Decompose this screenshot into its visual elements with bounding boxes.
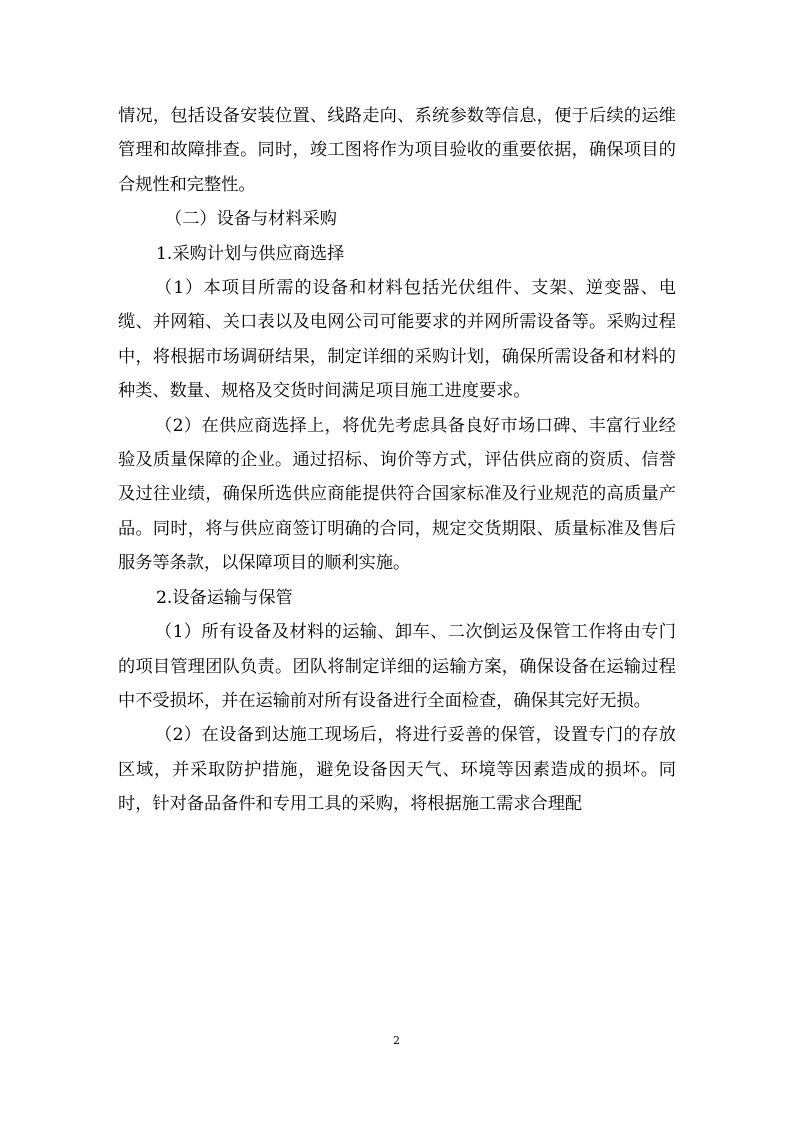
paragraph-continuation: 情况，包括设备安装位置、线路走向、系统参数等信息，便于后续的运维管理和故障排查。同时，竣工图将作为项目验收的重要依据，确保项目的合规性和完整性。	[118, 106, 676, 195]
paragraph: （2）在设备到达施工现场后，将进行妥善的保管，设置专门的存放区域，并采取防护措施，避免设备因天气、环境等因素造成的损坏。同时，针对备品备件和专用工具的采购，将根据施工需求合理配	[118, 725, 676, 815]
subsection-heading: 1.采购计划与供应商选择	[156, 243, 345, 264]
paragraph: （1）本项目所需的设备和材料包括光伏组件、支架、逆变器、电缆、并网箱、关口表以及电网公司可能要求的并网所需设备等。采购过程中，将根据市场调研结果，制定详细的采购计划，确保所需设备和材料的种类、数量、规格及交货时间满足项目施工进度要求。	[118, 278, 676, 402]
subsection-heading: 2.设备运输与保管	[156, 587, 293, 608]
section-heading: （二）设备与材料采购	[165, 209, 337, 230]
paragraph: （1）所有设备及材料的运输、卸车、二次倒运及保管工作将由专门的项目管理团队负责。团队将制定详细的运输方案，确保设备在运输过程中不受损坏，并在运输前对所有设备进行全面检查，确保其完好无损。	[118, 622, 676, 711]
document-body	[118, 99, 676, 822]
page-number: 2	[393, 1034, 400, 1047]
paragraph: （2）在供应商选择上，将优先考虑具备良好市场口碑、丰富行业经验及质量保障的企业。通过招标、询价等方式，评估供应商的资质、信誉及过往业绩，确保所选供应商能提供符合国家标准及行业规范的高质量产品。同时，将与供应商签订明确的合同，规定交货期限、质量标准及售后服务等条款，以保障项目的顺利实施。	[118, 415, 676, 574]
